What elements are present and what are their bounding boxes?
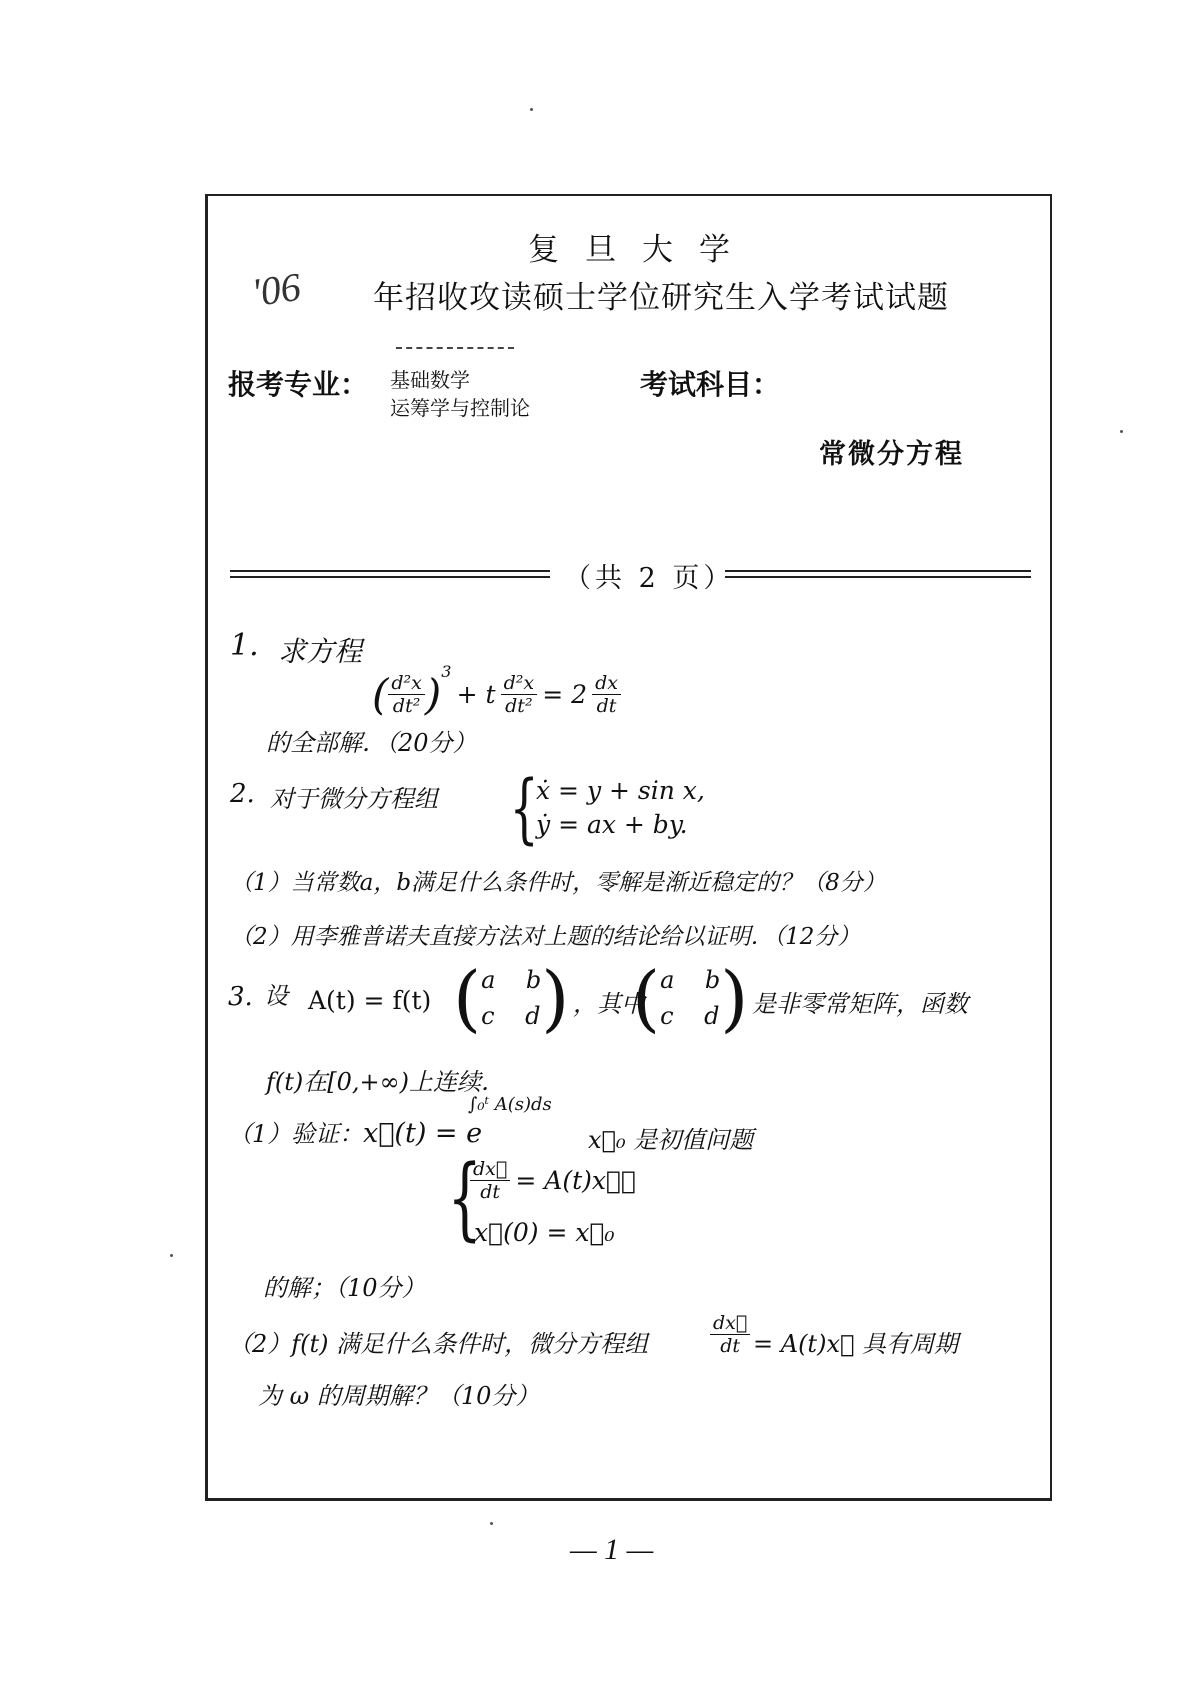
q3-part2-c: 为 ω 的周期解？（10分） bbox=[258, 1382, 540, 1410]
total-pages: （共 2 页） bbox=[564, 563, 735, 594]
q1-equals: = 2 bbox=[542, 680, 588, 709]
double-rule-left bbox=[230, 570, 550, 578]
q3-part2-a: （2）f(t) 满足什么条件时，微分方程组 bbox=[228, 1330, 649, 1358]
q3-part2-b: = A(t)x⃗ 具有周期 bbox=[753, 1330, 959, 1358]
q1-plus-t: + t bbox=[456, 680, 496, 709]
q3-part1-end: 的解；（10分） bbox=[263, 1274, 426, 1302]
q1-equation: ( $\frac{\text{d²x}}{\text{dt²}}$ )$^3$ + t $\frac{\text{d²x}}{\text{dt²}}$ = 2 $\frac{dx}{dt}$ bbox=[372, 662, 621, 719]
q3-part2-frac: $\frac{dx⃗}{dt}$ bbox=[710, 1312, 750, 1357]
subject-label: 考试科目： bbox=[640, 368, 781, 401]
q2-eq1: ẋ = y + sin x, bbox=[536, 776, 705, 805]
q3-system-brace: { bbox=[447, 1146, 482, 1251]
q2-number: 2. bbox=[230, 779, 255, 809]
q2-eq2: ẏ = ax + by. bbox=[536, 810, 688, 839]
university-name: 复旦大学 bbox=[528, 232, 756, 268]
q3-part1-label: （1）验证： bbox=[228, 1120, 364, 1148]
q3-mid: ，其中 bbox=[573, 990, 645, 1018]
q2-intro: 对于微分方程组 bbox=[270, 785, 438, 813]
q3-system-eq1: $\frac{dx⃗}{dt}$ = A(t)x⃗， bbox=[470, 1158, 636, 1203]
subject-name: 常微分方程 bbox=[819, 439, 964, 470]
q3-number: 3. bbox=[228, 982, 253, 1012]
q3-matrix-2: (a b c d) bbox=[632, 956, 749, 1040]
dashed-underline bbox=[396, 347, 514, 349]
q2-part2: （2）用李雅普诺夫直接方法对上题的结论给以证明．（12分） bbox=[230, 924, 861, 950]
double-rule-right bbox=[725, 570, 1031, 578]
q3-part1-expr: x⃗(t) = e bbox=[363, 1118, 483, 1149]
q3-part1-tail: x⃗₀ 是初值问题 bbox=[588, 1126, 754, 1154]
q3-system-eq2: x⃗(0) = x⃗₀ bbox=[474, 1218, 615, 1247]
q2-brace: { bbox=[509, 763, 539, 852]
q3-eq-lhs: A(t) = f(t) bbox=[308, 986, 432, 1015]
q1-number: 1. bbox=[230, 628, 259, 663]
q3-intro: 设 bbox=[264, 982, 288, 1010]
q3-continuity: f(t)在[0,+∞)上连续． bbox=[266, 1068, 505, 1096]
scan-speck bbox=[1120, 430, 1123, 433]
page-number: — 1 — bbox=[570, 1533, 654, 1566]
q1-intro: 求方程 bbox=[278, 635, 363, 668]
q3-part1-exp: ∫₀ᵗ A(s)ds bbox=[468, 1094, 552, 1115]
q1-suffix: 的全部解．（20分） bbox=[266, 729, 477, 757]
year-mark: '06 bbox=[249, 263, 304, 316]
scan-speck bbox=[170, 1254, 173, 1257]
q2-part1: （1）当常数a，b满足什么条件时，零解是渐近稳定的？（8分） bbox=[230, 870, 886, 896]
exam-title: 年招收攻读硕士学位研究生入学考试试题 bbox=[373, 280, 949, 316]
major-2: 运筹学与控制论 bbox=[390, 396, 530, 420]
q3-tail: 是非零常矩阵，函数 bbox=[752, 990, 968, 1018]
q3-matrix-1: (a b c d) bbox=[453, 956, 570, 1040]
major-label: 报考专业： bbox=[228, 368, 369, 401]
major-1: 基础数学 bbox=[390, 368, 470, 392]
scan-speck bbox=[530, 108, 533, 111]
scan-speck bbox=[490, 1522, 493, 1525]
exam-frame bbox=[205, 194, 1052, 1501]
